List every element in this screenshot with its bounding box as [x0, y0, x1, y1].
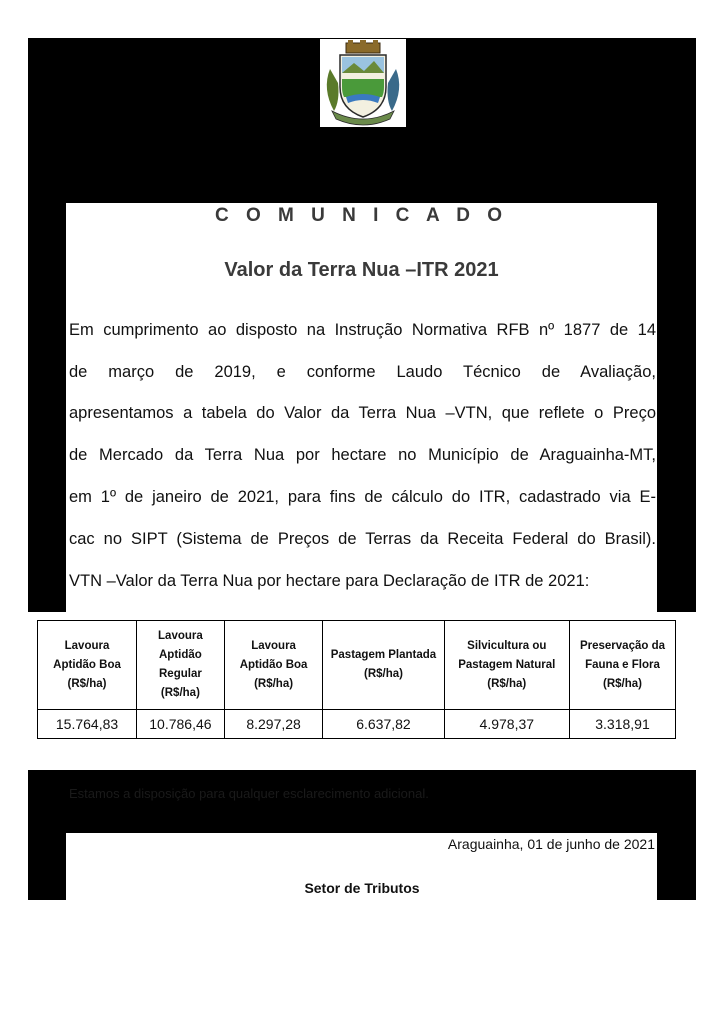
column-header: Lavoura Aptidão Boa (R$/ha): [38, 621, 137, 710]
table-cell: 8.297,28: [224, 710, 323, 739]
column-header: Pastagem Plantada (R$/ha): [323, 621, 444, 710]
table-cell: 6.637,82: [323, 710, 444, 739]
municipal-coat-of-arms-icon: [320, 39, 406, 127]
closing-note: Estamos a disposição para qualquer esclarecimento adicional.: [69, 786, 429, 801]
table-cell: 10.786,46: [137, 710, 225, 739]
paragraph-line: de março de 2019, e conforme Laudo Técnico de Avaliação,: [69, 363, 656, 381]
paragraph-line: VTN –Valor da Terra Nua por hectare para Declaração de ITR de 2021:: [69, 572, 590, 590]
column-header: Silvicultura ou Pastagem Natural (R$/ha): [444, 621, 569, 710]
table-cell: 15.764,83: [38, 710, 137, 739]
paragraph-line: apresentamos a tabela do Valor da Terra Nua –VTN, que reflete o Preço: [69, 404, 656, 422]
paragraph-line: de Mercado da Terra Nua por hectare no Município de Araguainha-MT,: [69, 446, 656, 464]
sector-signature: Setor de Tributos: [304, 880, 420, 896]
coat-of-arms-logo: [320, 39, 406, 127]
paragraph-line: cac no SIPT (Sistema de Preços de Terras da Receita Federal do Brasil).: [69, 530, 656, 548]
table-row: [38, 710, 676, 739]
paragraph-line: Em cumprimento ao disposto na Instrução Normativa RFB nº 1877 de 14: [69, 321, 656, 339]
page-title: C O M U N I C A D O: [214, 205, 509, 226]
table-cell: 4.978,37: [444, 710, 569, 739]
column-header: Preservação da Fauna e Flora (R$/ha): [569, 621, 675, 710]
page-subtitle: Valor da Terra Nua –ITR 2021: [224, 259, 499, 281]
paragraph-line: em 1º de janeiro de 2021, para fins de cálculo do ITR, cadastrado via E-: [69, 488, 656, 506]
column-header: Lavoura Aptidão Boa (R$/ha): [224, 621, 323, 710]
table-header-row: [38, 621, 676, 710]
date-line: Araguainha, 01 de junho de 2021: [447, 836, 655, 852]
column-header: Lavoura Aptidão Regular (R$/ha): [137, 621, 225, 710]
table-cell: 3.318,91: [569, 710, 675, 739]
vtn-table: [37, 620, 676, 739]
